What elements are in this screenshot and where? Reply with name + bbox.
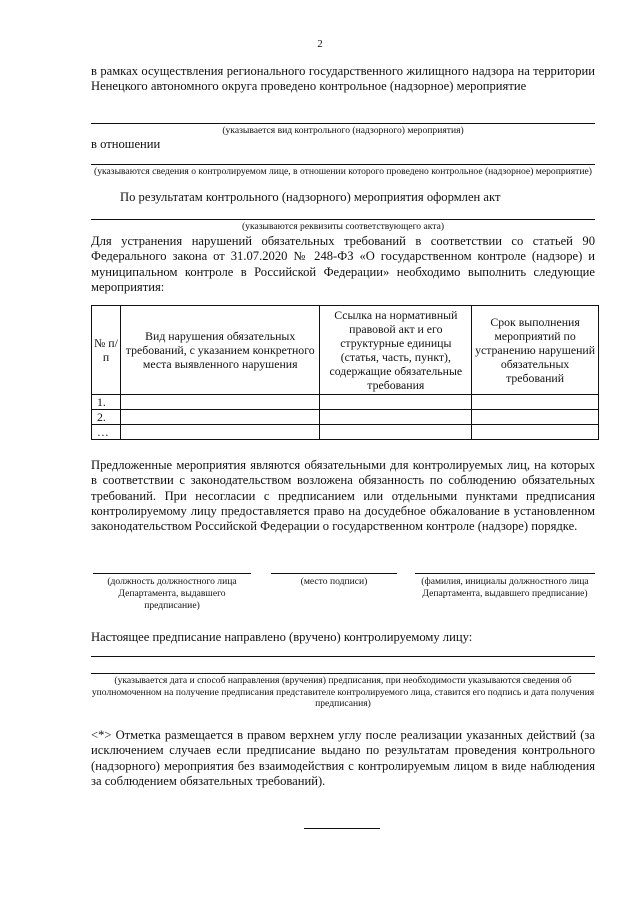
- requirements-table: [91, 305, 599, 440]
- signature-place-caption: (место подписи): [300, 576, 368, 587]
- table-row: [92, 395, 599, 410]
- page-number: 2: [317, 38, 323, 50]
- event-type-caption: (указывается вид контрольного (надзорного) мероприятия): [222, 125, 464, 136]
- act-sentence: По результатам контрольного (надзорного) мероприятия оформлен акт: [120, 190, 501, 204]
- footnote-paragraph: <*> Отметка размещается в правом верхнем углу после реализации указанных действий (за исключением случаев если предписание выдано по результатам проведения контрольного (надзорного) мероприятия без взаимодействия с контролируемым лицом в виде наблюдения за соблюдением обязательных требований).: [91, 728, 595, 788]
- act-line: [91, 219, 595, 220]
- header-legal-reference: Ссылка на нормативный правовой акт и его структурные единицы (статья, часть, пункт), содержащие обязательные требования: [320, 306, 472, 395]
- cell-number: 2.: [92, 410, 121, 425]
- header-number: № п/п: [92, 306, 121, 395]
- cell-legal-reference: [320, 395, 472, 410]
- regarding-label: в отношении: [91, 137, 161, 151]
- cell-violation: [120, 410, 320, 425]
- cell-deadline: [472, 425, 599, 440]
- intro-paragraph: в рамках осуществления регионального государственного жилищного надзора на территории Ненецкого автономного округа проведено контрольное (надзорное) мероприятие: [91, 64, 595, 94]
- cell-number: …: [92, 425, 121, 440]
- act-caption: (указываются реквизиты соответствующего акта): [241, 221, 445, 232]
- sent-line-1: [91, 656, 595, 657]
- cell-deadline: [472, 410, 599, 425]
- table-row: [92, 410, 599, 425]
- signature-name-caption: (фамилия, инициалы должностного лица Департамента, выдавшего предписание): [421, 576, 589, 599]
- cell-legal-reference: [320, 425, 472, 440]
- sent-sentence: Настоящее предписание направлено (вручено) контролируемому лицу:: [91, 630, 473, 644]
- header-deadline: Срок выполнения мероприятий по устранению нарушений обязательных требований: [472, 306, 599, 395]
- event-type-line: [91, 123, 595, 124]
- cell-legal-reference: [320, 410, 472, 425]
- cell-number: 1.: [92, 395, 121, 410]
- footer-rule: [304, 828, 380, 829]
- signature-place-line: [271, 573, 397, 574]
- controlled-person-caption: (указываются сведения о контролируемом лице, в отношении которого проведено контрольное (надзорное) мероприятие): [94, 166, 592, 177]
- signature-position-caption: (должность должностного лица Департамента, выдавшего предписание): [107, 576, 237, 611]
- table-row: [92, 425, 599, 440]
- cell-deadline: [472, 395, 599, 410]
- sent-line-2: [91, 673, 595, 674]
- controlled-person-line: [91, 164, 595, 165]
- mandatory-paragraph: Предложенные мероприятия являются обязательными для контролируемых лиц, на которых в соответствии с законодательством возложена обязанность по соблюдению обязательных требований. При несогласии с предписанием или отдельными пунктами предписания контролируемому лицу предоставляется право на досудебное обжалование в установленном законодательством Российской Федерации о государственном контроле (надзоре) порядке.: [91, 458, 595, 534]
- signature-name-line: [415, 573, 595, 574]
- requirements-intro: Для устранения нарушений обязательных требований в соответствии со статьей 90 Федерального закона от 31.07.2020 № 248-ФЗ «О государственном контроле (надзоре) и муниципальном контроле в Российской Федерации» необходимо выполнить следующие мероприятия:: [91, 234, 595, 294]
- header-violation: Вид нарушения обязательных требований, с указанием конкретного места выявленного нарушения: [120, 306, 320, 395]
- sent-caption: (указывается дата и способ направления (вручения) предписания, при необходимости указываются сведения об уполномоченном на получение предписания представителе контролируемого лица, ставится его подпись и дата получения предписания): [91, 675, 595, 709]
- table-header-row: [92, 306, 599, 395]
- cell-violation: [120, 425, 320, 440]
- cell-violation: [120, 395, 320, 410]
- signature-position-line: [93, 573, 251, 574]
